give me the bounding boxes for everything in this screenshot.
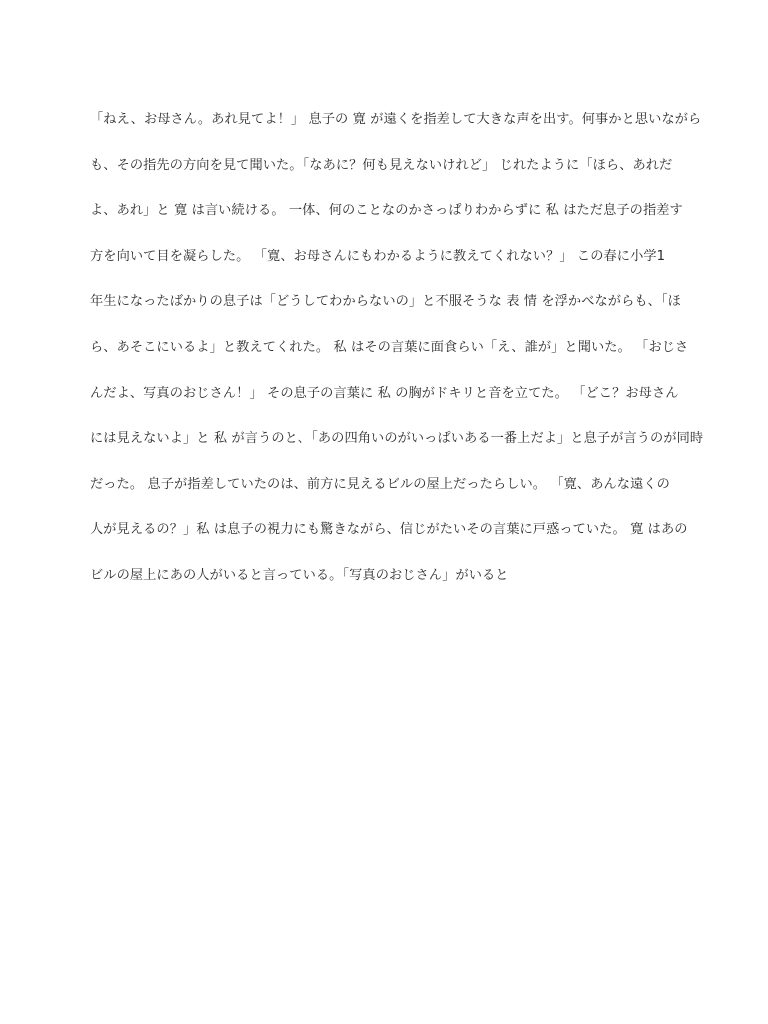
- text-line: 人が見えるの？」私 は息子の視力にも驚きながら、信じがたいその言葉に戸惑っていた。 寛 はあの: [90, 522, 688, 538]
- text-line: ビルの屋上にあの人がいると言っている。「写真のおじさん」がいると: [90, 567, 509, 583]
- text-line: ら、あそこにいるよ」と教えてくれた。 私 はその言葉に面食らい「え、誰が」と聞いた。 「おじさ: [90, 339, 689, 355]
- text-line: 年生になったばかりの息子は「どうしてわからないの」と不服そうな 表 情 を浮かべながらも、「ほ: [90, 294, 681, 310]
- text-line: も、その指先の方向を見て聞いた。「なあに？何も見えないけれど」 じれたように「ほら、あれだ: [90, 157, 673, 173]
- text-line: だった。 息子が指差していたのは、前方に見えるビルの屋上だったらしい。 「寛、あんな遠くの: [90, 476, 670, 492]
- text-line: には見えないよ」と 私 が言うのと､「あの四角いのがいっぱいある一番上だよ」と息子が言うのが同時: [90, 431, 704, 447]
- text-line: 方を向いて目を凝らした。 「寛、お母さんにもわかるように教えてくれない？」 この春に小学1: [90, 248, 666, 264]
- text-line: 「ねえ、お母さん。あれ見てよ！」 息子の 寛 が遠くを指差して大きな声を出す。何事かと思いながら: [90, 112, 702, 127]
- story-text: [90, 100, 704, 602]
- text-line: んだよ、写真のおじさん！」 その息子の言葉に 私 の胸がドキリと音を立てた。 「どこ？お母さん: [90, 385, 679, 401]
- text-line: よ、あれ」と 寛 は言い続ける。 一体、何のことなのかさっぱりわからずに 私 はただ息子の指差す: [90, 203, 683, 219]
